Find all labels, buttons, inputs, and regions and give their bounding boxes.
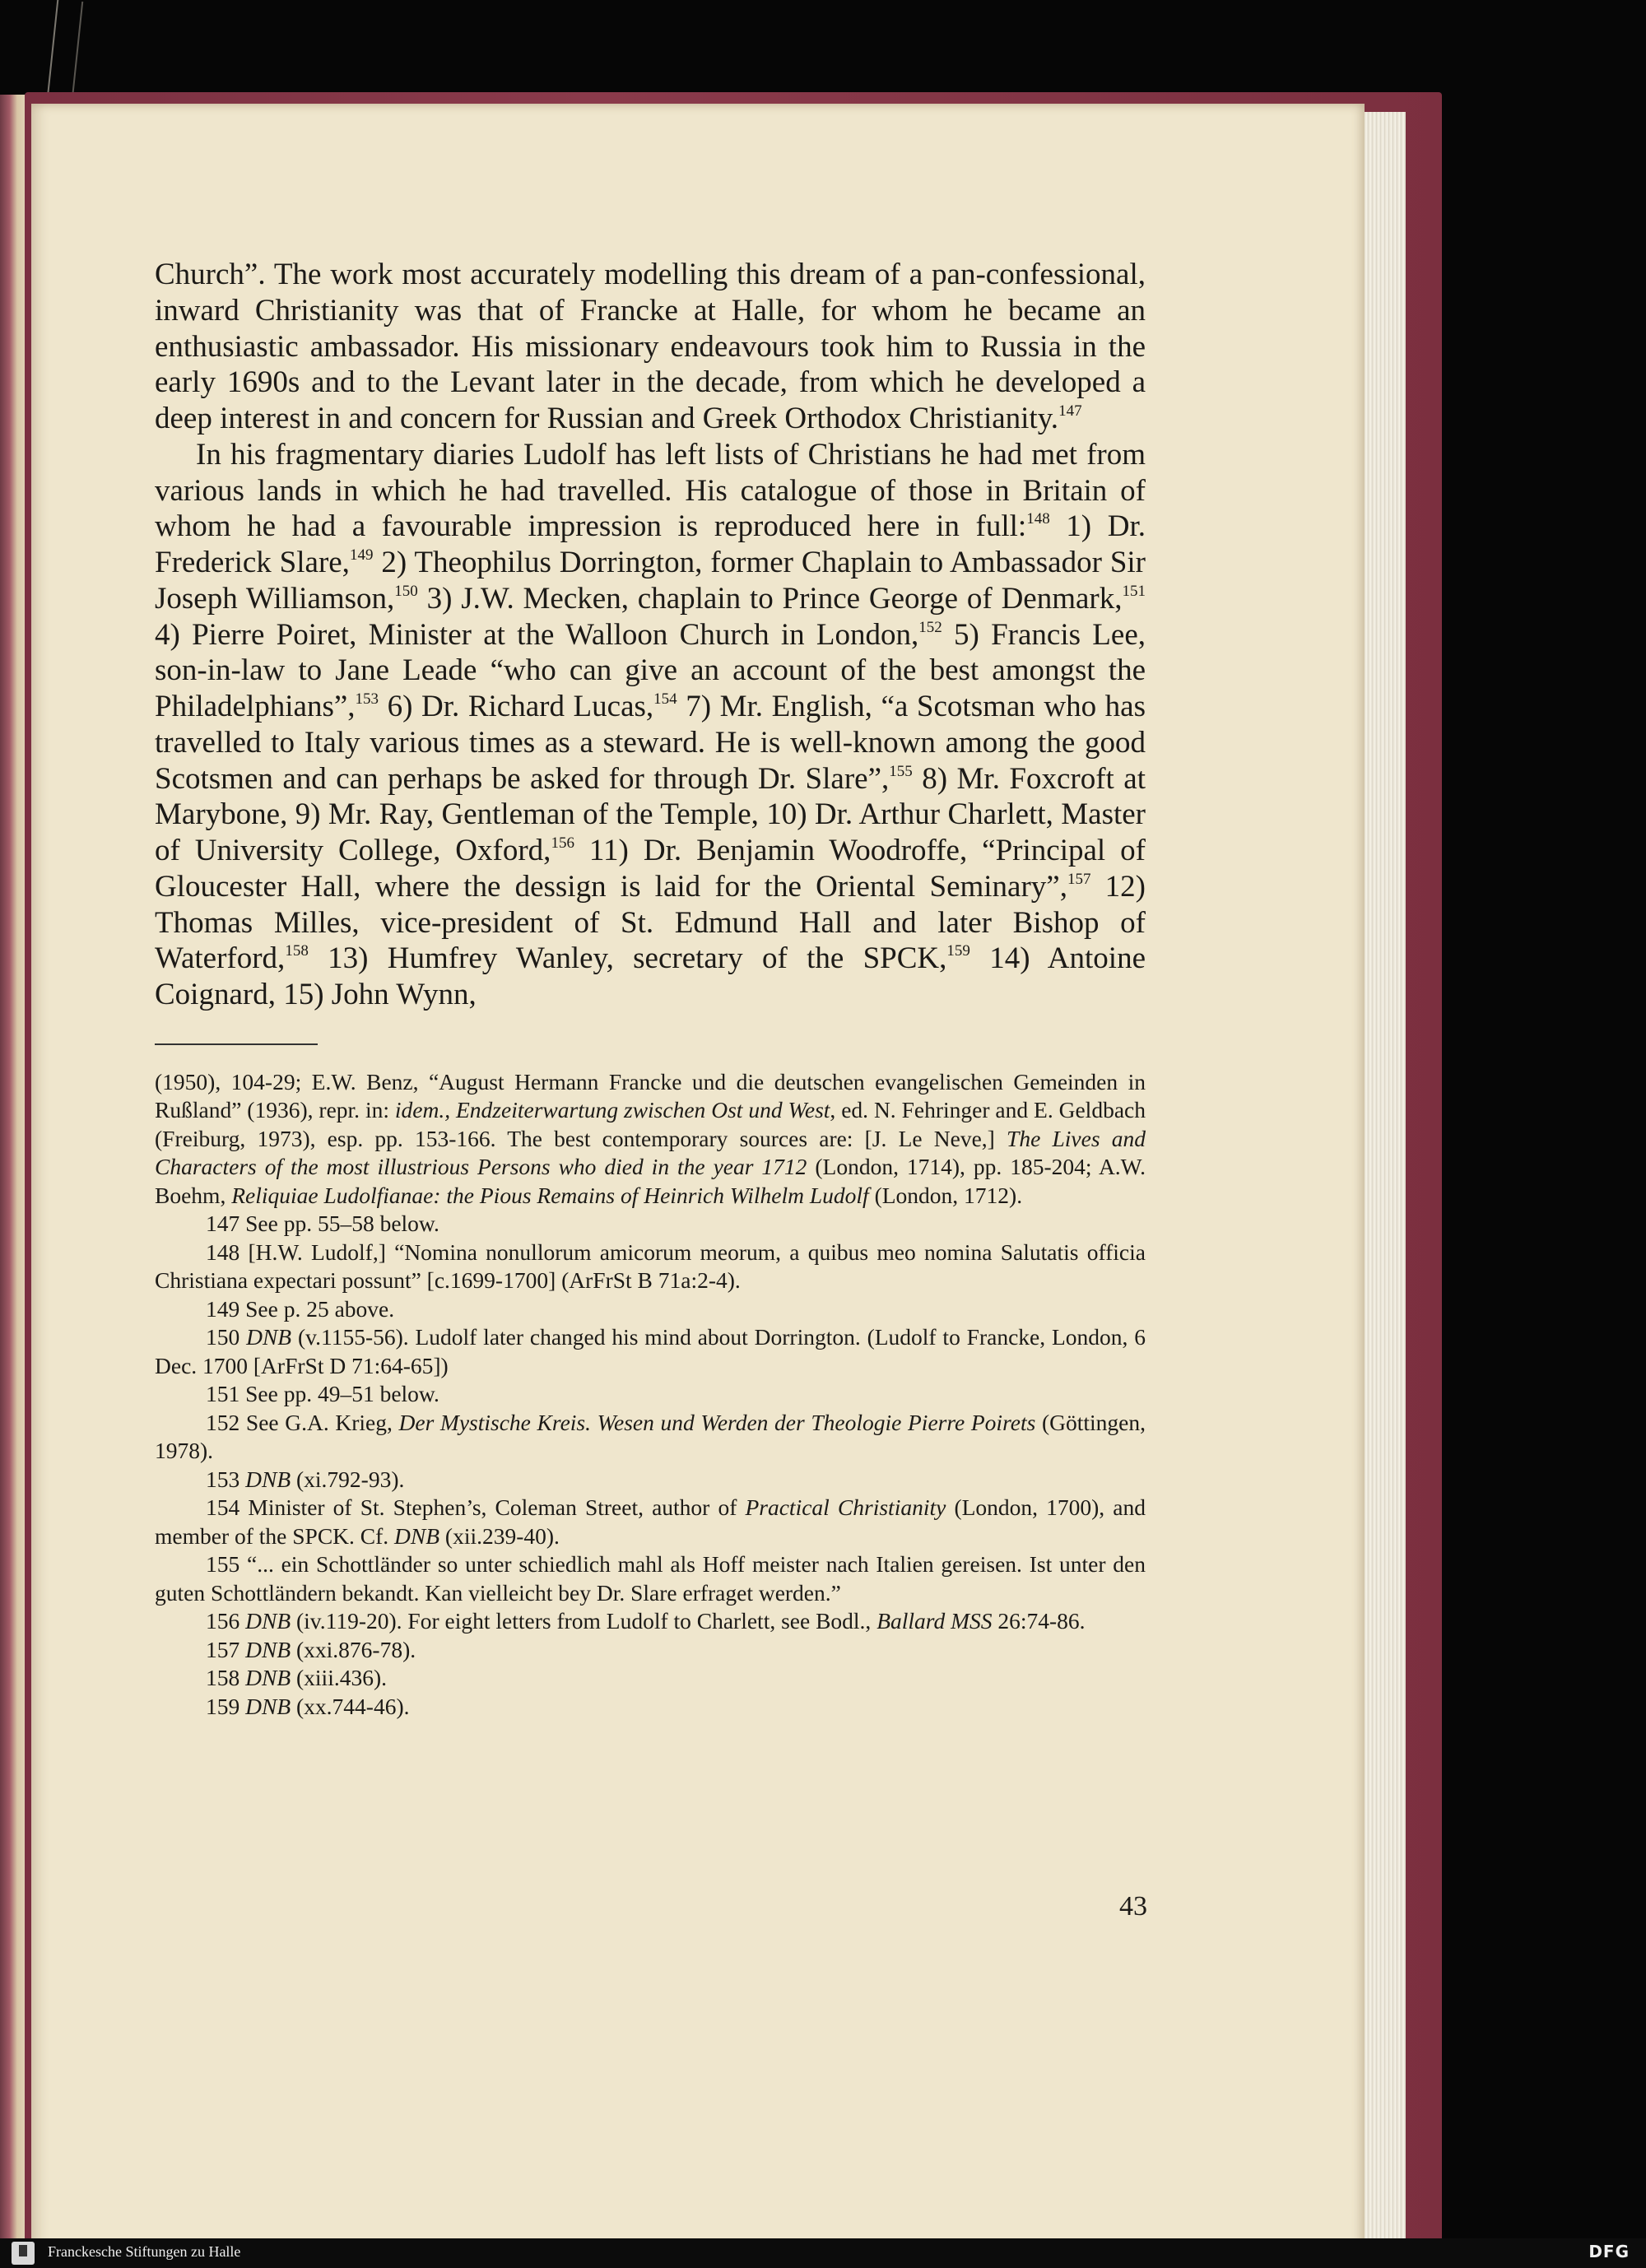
text-run: In his fragmentary diaries Ludolf has left lists of Christians he had met from various lands in which he had travelled. His catalogue of those in Britain of whom he had a favourable impression is reproduced here in full: — [155, 437, 1146, 544]
footnote — [155, 1239, 1146, 1295]
footnote-ref: 155 — [889, 762, 913, 780]
footnote — [155, 1607, 1146, 1636]
footnote — [155, 1380, 1146, 1409]
footnote — [155, 1693, 1146, 1722]
text-run: 11) Dr. Benjamin Woodroffe, “Principal of Gloucester Hall, where the dessign is laid for the Oriental Seminary”, — [155, 834, 1146, 904]
dfg-logo: DFG — [1588, 2242, 1630, 2261]
italic-text: DNB — [394, 1522, 440, 1549]
footnote-divider — [155, 1043, 318, 1045]
footnote — [155, 1550, 1146, 1607]
text-run: 3) J.W. Mecken, chaplain to Prince George of Denmark, — [417, 581, 1123, 616]
text-run: 154 Minister of St. Stephen’s, Coleman Street, author of — [206, 1494, 746, 1521]
italic-text: DNB — [245, 1608, 291, 1634]
footnote — [155, 1295, 1146, 1324]
footnote — [155, 1664, 1146, 1693]
text-run: 152 See G.A. Krieg, — [206, 1409, 399, 1435]
text-run: 8) Mr. Foxcroft at Marybone, 9) Mr. Ray, Gentleman of the Temple, 10) Dr. Arthur Charlett, Master of University College, Oxford, — [155, 761, 1146, 867]
text-run: 26:74-86. — [992, 1608, 1086, 1634]
italic-text: DNB — [245, 1636, 291, 1662]
footnote-ref: 147 — [1058, 402, 1082, 420]
footnote-ref: 150 — [394, 582, 418, 600]
text-run: 153 — [206, 1466, 246, 1492]
text-run: (xi.792-93). — [291, 1466, 405, 1492]
italic-text: idem., Endzeiterwartung zwischen Ost und West — [394, 1097, 830, 1123]
text-run: 5) Francis Lee, son-in-law to Jane Leade “who can give an account of the best amongst the Philadelphians”, — [155, 617, 1146, 723]
footnote-ref: 157 — [1067, 870, 1091, 888]
text-run: 150 — [206, 1324, 247, 1350]
text-run: (xii.239-40). — [439, 1522, 560, 1549]
text-run: 6) Dr. Richard Lucas, — [379, 690, 654, 723]
italic-text: DNB — [245, 1665, 291, 1691]
footnotes — [155, 1068, 1146, 1722]
text-run: 2) Theophilus Dorrington, former Chaplain to Ambassador Sir Joseph Williamson, — [155, 546, 1146, 616]
italic-text: Practical Christianity — [745, 1494, 946, 1521]
text-run: Church”. The work most accurately modelling this dream of a pan-confessional, inward Christianity was that of Francke at Halle, for whom he became an enthusiastic ambassador. His missionary endeavours took him to Russia in the early 1690s and to the Levant later in the decade, from which he developed a deep interest in and concern for Russian and Greek Orthodox Christianity. — [155, 258, 1146, 435]
italic-text: DNB — [245, 1466, 291, 1492]
text-run: (Göttingen, 1978). — [155, 1409, 1146, 1464]
main-text — [155, 257, 1146, 1013]
italic-text: The Lives and Characters of the most illustrious Persons who died in the year 1712 — [155, 1125, 1146, 1180]
footnote — [155, 1210, 1146, 1239]
footnote-ref: 158 — [285, 942, 309, 960]
footnote — [155, 1409, 1146, 1466]
text-run: 149 See p. 25 above. — [206, 1295, 395, 1322]
text-run: (1950), 104-29; E.W. Benz, “August Hermann Francke und die deutschen evangelischen Gemeinden in Rußland” (1936), repr. in: — [155, 1068, 1146, 1123]
page-content — [155, 257, 1146, 1721]
footnote-continuation — [155, 1068, 1146, 1211]
text-run: (xxi.876-78). — [291, 1636, 416, 1662]
footnote-ref: 149 — [349, 546, 374, 564]
text-run: (London, 1714), pp. 185-204; A.W. Boehm, — [155, 1154, 1146, 1208]
footnote-ref: 156 — [551, 834, 574, 852]
text-run: , ed. N. Fehringer and E. Geldbach (Freiburg, 1973), esp. pp. 153-166. The best contemporary sources are: [J. Le Neve,] — [155, 1097, 1146, 1151]
text-run: 14) Antoine Coignard, 15) John Wynn, — [155, 941, 1146, 1011]
footnote — [155, 1466, 1146, 1494]
italic-text: DNB — [246, 1324, 292, 1350]
footnote — [155, 1494, 1146, 1550]
text-run: 1) Dr. Frederick Slare, — [155, 509, 1146, 579]
text-run: (London, 1700), and member of the SPCK. Cf. — [155, 1494, 1146, 1549]
italic-text: DNB — [245, 1693, 291, 1719]
text-run: (xx.744-46). — [291, 1693, 410, 1719]
footnote-ref: 151 — [1122, 582, 1146, 600]
text-run: 155 “... ein Schottländer so unter schiedlich mahl als Hoff meister nach Italien gereisen. Ist unter den guten Schottländern bekandt. Kan vielleicht bey Dr. Slare erfraget werden.” — [155, 1551, 1146, 1606]
viewer-footer-bar — [0, 2238, 1646, 2268]
footnote — [155, 1323, 1146, 1380]
institution-logo-icon — [12, 2242, 35, 2265]
text-run: 159 — [206, 1693, 246, 1719]
institution-name: Franckesche Stiftungen zu Halle — [48, 2243, 241, 2260]
page-number: 43 — [1119, 1891, 1147, 1922]
text-run: 147 See pp. 55–58 below. — [206, 1211, 439, 1237]
text-run: (xiii.436). — [291, 1665, 387, 1691]
paragraph-1 — [155, 257, 1146, 437]
text-run: 13) Humfrey Wanley, secretary of the SPCK, — [308, 941, 947, 976]
paragraph-2 — [155, 437, 1146, 1013]
footnote — [155, 1636, 1146, 1665]
text-run: (iv.119-20). For eight letters from Ludolf to Charlett, see Bodl., — [291, 1608, 877, 1634]
text-run: 157 — [206, 1636, 246, 1662]
text-run: 12) Thomas Milles, vice-president of St. Edmund Hall and later Bishop of Waterford, — [155, 869, 1146, 976]
text-run: 156 — [206, 1608, 246, 1634]
footnote-ref: 148 — [1026, 510, 1050, 528]
italic-text: Der Mystische Kreis. Wesen und Werden der Theologie Pierre Poirets — [398, 1409, 1036, 1435]
footnote-ref: 152 — [918, 618, 942, 636]
italic-text: Ballard MSS — [876, 1608, 993, 1634]
text-run: 148 [H.W. Ludolf,] “Nomina nonullorum amicorum meorum, a quibus meo nomina Salutatis officia Christiana expectari possunt” [c.1699-1700] (ArFrSt B 71a:2-4). — [155, 1239, 1146, 1294]
text-run: 4) Pierre Poiret, Minister at the Walloon Church in London, — [155, 617, 919, 652]
footnote-ref: 153 — [355, 690, 379, 708]
italic-text: Reliquiae Ludolfianae: the Pious Remains of Heinrich Wilhelm Ludolf — [231, 1182, 869, 1208]
text-run: 158 — [206, 1665, 246, 1691]
text-run: (London, 1712). — [868, 1182, 1023, 1208]
text-run: (v.1155-56). Ludolf later changed his mind about Dorrington. (Ludolf to Francke, London, 6 Dec. 1700 [ArFrSt D 71:64-65]) — [155, 1324, 1146, 1378]
text-run: 151 See pp. 49–51 below. — [206, 1381, 439, 1407]
page-stack-edge — [1360, 112, 1406, 2268]
footnote-ref: 159 — [946, 942, 970, 960]
footnote-ref: 154 — [653, 690, 677, 708]
text-run: 7) Mr. English, “a Scotsman who has travelled to Italy various times as a steward. He is well-known among the good Scotsmen and can perhaps be asked for through Dr. Slare”, — [155, 690, 1146, 796]
